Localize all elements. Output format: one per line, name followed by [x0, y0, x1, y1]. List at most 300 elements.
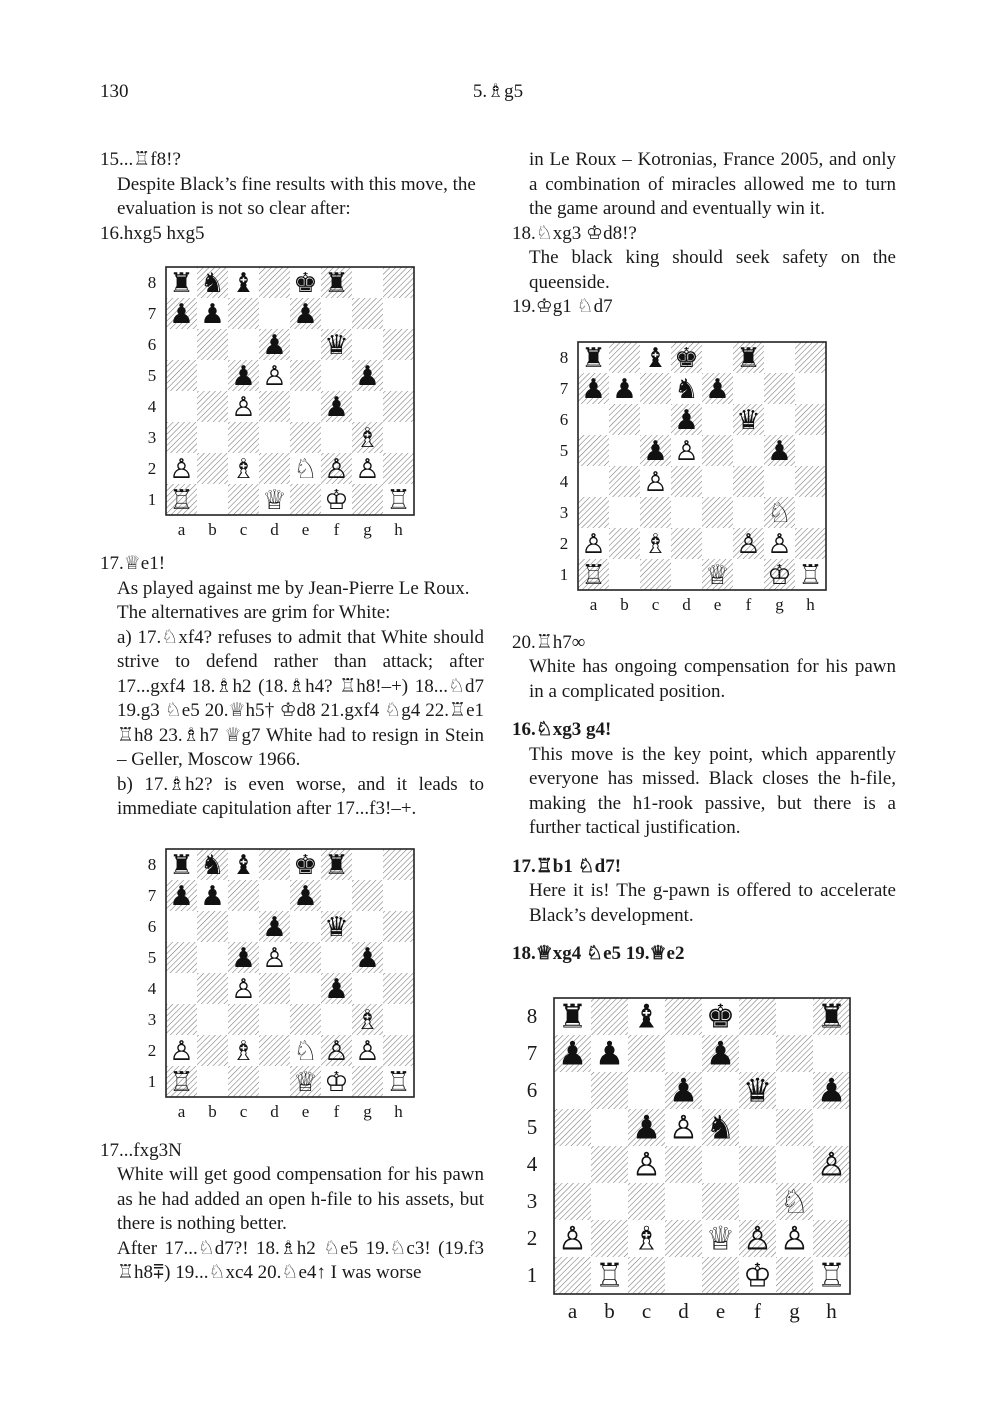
white-king-icon: ♔ — [324, 484, 349, 516]
file-label: a — [177, 1101, 186, 1121]
dark-square — [228, 298, 259, 329]
dark-square — [166, 1004, 197, 1035]
rank-label: 3 — [559, 502, 569, 522]
file-label: e — [301, 1101, 310, 1121]
rank-label: 4 — [559, 471, 569, 491]
rank-label: 6 — [147, 916, 157, 936]
commentary: As played against me by Jean-Pierre Le Roux. The alternatives are grim for White: — [117, 577, 470, 623]
dark-square — [383, 453, 414, 484]
rank-label: 5 — [147, 365, 157, 385]
light-square — [739, 1109, 776, 1146]
light-square — [733, 373, 764, 404]
dark-square — [228, 880, 259, 911]
black-pawn-icon: ♟ — [816, 1071, 847, 1110]
light-square — [290, 329, 321, 360]
board-2-figure — [100, 822, 484, 1139]
light-square — [554, 1072, 591, 1109]
black-pawn-icon: ♟ — [200, 880, 225, 912]
dark-square — [166, 422, 197, 453]
light-square — [352, 391, 383, 422]
file-label: h — [806, 594, 815, 614]
light-square — [795, 435, 826, 466]
dark-square — [578, 435, 609, 466]
black-king-icon: ♚ — [674, 342, 699, 374]
dark-square — [764, 373, 795, 404]
white-king-icon: ♔ — [767, 559, 792, 591]
white-bishop-icon: ♗ — [231, 1035, 256, 1067]
light-square — [352, 973, 383, 1004]
rank-label: 1 — [559, 564, 569, 584]
black-rook-icon: ♜ — [169, 849, 194, 881]
rank-label: 7 — [559, 378, 569, 398]
dark-square — [197, 453, 228, 484]
light-square — [290, 911, 321, 942]
white-pawn-icon: ♙ — [668, 1108, 699, 1147]
dark-square — [591, 998, 628, 1035]
dark-square — [578, 497, 609, 528]
rank-label: 8 — [526, 1003, 538, 1028]
dark-square — [702, 1257, 739, 1294]
black-pawn-icon: ♟ — [594, 1034, 625, 1073]
rank-label: 5 — [147, 947, 157, 967]
white-pawn-icon: ♙ — [736, 528, 761, 560]
white-pawn-icon: ♙ — [631, 1145, 662, 1184]
dark-square — [197, 911, 228, 942]
main-move-heading: 17.♖b1 ♘d7! — [512, 855, 622, 877]
black-pawn-icon: ♟ — [355, 942, 380, 974]
light-square — [733, 559, 764, 590]
light-square — [259, 422, 290, 453]
light-square — [628, 1072, 665, 1109]
rank-label: 2 — [147, 458, 157, 478]
file-label: d — [682, 594, 691, 614]
light-square — [665, 1183, 702, 1220]
rank-label: 3 — [147, 427, 157, 447]
dark-square — [795, 342, 826, 373]
left-column — [100, 148, 484, 1286]
black-queen-icon: ♛ — [324, 329, 349, 361]
dark-square — [383, 1035, 414, 1066]
black-pawn-icon: ♟ — [668, 1071, 699, 1110]
commentary: After 17...♘d7?! 18.♗h2 ♘e5 19.♘c3! (19.f3 ♖h8⩱) 19...♘xc4 20.♘e4↑ I was worse — [117, 1237, 484, 1283]
black-pawn-icon: ♟ — [293, 880, 318, 912]
black-pawn-icon: ♟ — [767, 435, 792, 467]
black-queen-icon: ♛ — [324, 911, 349, 943]
black-king-icon: ♚ — [293, 849, 318, 881]
light-square — [383, 298, 414, 329]
light-square — [776, 1072, 813, 1109]
light-square — [554, 1146, 591, 1183]
white-bishop-icon: ♗ — [631, 1219, 662, 1258]
dark-square — [640, 497, 671, 528]
board-4-figure — [512, 967, 896, 1337]
white-rook-icon: ♖ — [798, 559, 823, 591]
black-bishop-icon: ♝ — [231, 267, 256, 299]
white-knight-icon: ♘ — [293, 453, 318, 485]
white-pawn-icon: ♙ — [231, 973, 256, 1005]
black-pawn-icon: ♟ — [705, 373, 730, 405]
white-pawn-icon: ♙ — [169, 453, 194, 485]
black-pawn-icon: ♟ — [324, 973, 349, 1005]
black-pawn-icon: ♟ — [557, 1034, 588, 1073]
dark-square — [290, 422, 321, 453]
white-pawn-icon: ♙ — [767, 528, 792, 560]
dark-square — [609, 404, 640, 435]
white-queen-icon: ♕ — [262, 484, 287, 516]
black-knight-icon: ♞ — [674, 373, 699, 405]
white-pawn-icon: ♙ — [816, 1145, 847, 1184]
light-square — [665, 1257, 702, 1294]
black-bishop-icon: ♝ — [643, 342, 668, 374]
black-knight-icon: ♞ — [705, 1108, 736, 1147]
dark-square — [795, 466, 826, 497]
rank-label: 7 — [147, 303, 157, 323]
rank-label: 2 — [147, 1040, 157, 1060]
move-line: 20.♖h7∞ — [512, 631, 586, 653]
dark-square — [290, 484, 321, 515]
light-square — [578, 404, 609, 435]
white-knight-icon: ♘ — [779, 1182, 810, 1221]
white-pawn-icon: ♙ — [643, 466, 668, 498]
black-king-icon: ♚ — [705, 997, 736, 1036]
light-square — [166, 391, 197, 422]
chess-board-3 — [512, 320, 896, 631]
white-pawn-icon: ♙ — [169, 1035, 194, 1067]
white-rook-icon: ♖ — [581, 559, 606, 591]
white-pawn-icon: ♙ — [324, 1035, 349, 1067]
file-label: d — [678, 1298, 689, 1323]
black-pawn-icon: ♟ — [643, 435, 668, 467]
main-move-heading: 18.♕xg4 ♘e5 19.♕e2 — [512, 943, 685, 964]
dark-square — [352, 298, 383, 329]
light-square — [321, 422, 352, 453]
move-line: 17.♕e1! — [100, 553, 166, 574]
light-square — [321, 880, 352, 911]
file-label: f — [754, 1298, 761, 1323]
file-label: c — [239, 520, 248, 539]
light-square — [383, 422, 414, 453]
light-square — [733, 497, 764, 528]
dark-square — [609, 528, 640, 559]
file-label: g — [363, 520, 372, 539]
file-label: g — [775, 594, 784, 614]
light-square — [321, 942, 352, 973]
black-pawn-icon: ♟ — [705, 1034, 736, 1073]
dark-square — [665, 1220, 702, 1257]
white-pawn-icon: ♙ — [355, 453, 380, 485]
dark-square — [671, 466, 702, 497]
dark-square — [228, 422, 259, 453]
white-rook-icon: ♖ — [386, 1066, 411, 1098]
black-pawn-icon: ♟ — [200, 298, 225, 330]
light-square — [259, 1066, 290, 1097]
file-label: f — [333, 1101, 340, 1121]
light-square — [383, 360, 414, 391]
dark-square — [591, 1072, 628, 1109]
dark-square — [383, 911, 414, 942]
light-square — [591, 1183, 628, 1220]
dark-square — [290, 942, 321, 973]
white-bishop-icon: ♗ — [643, 528, 668, 560]
commentary: Despite Black’s fine results with this move, the evaluation is not so clear after: — [117, 173, 476, 219]
light-square — [671, 497, 702, 528]
file-label: c — [641, 1298, 652, 1323]
dark-square — [554, 1183, 591, 1220]
dark-square — [813, 1220, 850, 1257]
board-3-figure — [512, 320, 896, 631]
light-square — [197, 1066, 228, 1097]
light-square — [228, 329, 259, 360]
rank-label: 4 — [147, 978, 157, 998]
white-queen-icon: ♕ — [705, 1219, 736, 1258]
black-pawn-icon: ♟ — [324, 391, 349, 423]
light-square — [259, 880, 290, 911]
move-line: 18.♘xg3 ♔d8!? — [512, 222, 637, 244]
black-queen-icon: ♛ — [742, 1071, 773, 1110]
file-label: e — [713, 594, 722, 614]
dark-square — [591, 1220, 628, 1257]
black-rook-icon: ♜ — [557, 997, 588, 1036]
file-label: c — [239, 1101, 248, 1121]
chess-board-4 — [512, 967, 896, 1337]
rank-label: 2 — [559, 533, 569, 553]
dark-square — [776, 1109, 813, 1146]
dark-square — [739, 998, 776, 1035]
light-square — [197, 422, 228, 453]
light-square — [609, 559, 640, 590]
light-square — [640, 404, 671, 435]
white-queen-icon: ♕ — [293, 1066, 318, 1098]
right-column — [512, 148, 896, 1337]
file-label: b — [604, 1298, 615, 1323]
file-label: c — [651, 594, 660, 614]
rank-label: 6 — [526, 1077, 538, 1102]
dark-square — [228, 1004, 259, 1035]
black-pawn-icon: ♟ — [169, 298, 194, 330]
black-rook-icon: ♜ — [736, 342, 761, 374]
white-bishop-icon: ♗ — [355, 1004, 380, 1036]
commentary: This move is the key point, which apparently everyone has missed. Black closes the h-file, making the h1-rook passive, but there is a further tactical justification. — [529, 743, 896, 838]
black-knight-icon: ♞ — [200, 849, 225, 881]
light-square — [383, 942, 414, 973]
dark-square — [776, 1257, 813, 1294]
rank-label: 4 — [147, 396, 157, 416]
light-square — [197, 484, 228, 515]
light-square — [197, 942, 228, 973]
light-square — [776, 1146, 813, 1183]
white-king-icon: ♔ — [742, 1256, 773, 1295]
black-pawn-icon: ♟ — [262, 329, 287, 361]
dark-square — [383, 849, 414, 880]
move-line: 19.♔g1 ♘d7 — [512, 296, 613, 317]
commentary: The black king should seek safety on the queenside. — [529, 247, 896, 293]
move-line: 17...fxg3N — [100, 1139, 182, 1161]
dark-square — [739, 1146, 776, 1183]
running-title: 5.♗g5 — [472, 81, 524, 102]
rank-label: 1 — [526, 1262, 538, 1287]
white-rook-icon: ♖ — [169, 1066, 194, 1098]
light-square — [813, 1035, 850, 1072]
file-label: e — [301, 520, 310, 539]
dark-square — [702, 497, 733, 528]
black-pawn-icon: ♟ — [231, 942, 256, 974]
light-square — [352, 911, 383, 942]
white-pawn-icon: ♙ — [674, 435, 699, 467]
file-label: h — [394, 1101, 403, 1121]
black-rook-icon: ♜ — [324, 849, 349, 881]
light-square — [383, 880, 414, 911]
white-pawn-icon: ♙ — [557, 1219, 588, 1258]
dark-square — [290, 1004, 321, 1035]
commentary: White has ongoing compensation for his pawn in a complicated position. — [529, 656, 896, 702]
move-line: 15...♖f8!? — [100, 149, 181, 170]
dark-square — [795, 528, 826, 559]
dark-square — [665, 998, 702, 1035]
light-square — [290, 973, 321, 1004]
dark-square — [640, 373, 671, 404]
dark-square — [166, 360, 197, 391]
rank-label: 7 — [526, 1040, 538, 1065]
black-knight-icon: ♞ — [200, 267, 225, 299]
black-king-icon: ♚ — [293, 267, 318, 299]
black-pawn-icon: ♟ — [169, 880, 194, 912]
white-bishop-icon: ♗ — [355, 422, 380, 454]
black-bishop-icon: ♝ — [631, 997, 662, 1036]
dark-square — [259, 453, 290, 484]
black-queen-icon: ♛ — [736, 404, 761, 436]
dark-square — [383, 329, 414, 360]
white-pawn-icon: ♙ — [742, 1219, 773, 1258]
light-square — [733, 435, 764, 466]
file-label: e — [715, 1298, 726, 1323]
dark-square — [554, 1109, 591, 1146]
black-rook-icon: ♜ — [581, 342, 606, 374]
rank-label: 1 — [147, 489, 157, 509]
light-square — [259, 298, 290, 329]
black-pawn-icon: ♟ — [674, 404, 699, 436]
rank-label: 2 — [526, 1225, 538, 1250]
file-label: g — [363, 1101, 372, 1121]
rank-label: 3 — [526, 1188, 538, 1213]
light-square — [321, 360, 352, 391]
dark-square — [259, 849, 290, 880]
light-square — [739, 1183, 776, 1220]
dark-square — [383, 267, 414, 298]
dark-square — [554, 1257, 591, 1294]
rank-label: 5 — [526, 1114, 538, 1139]
black-pawn-icon: ♟ — [631, 1108, 662, 1147]
chess-board-1 — [100, 246, 484, 552]
dark-square — [776, 1035, 813, 1072]
white-pawn-icon: ♙ — [262, 360, 287, 392]
black-pawn-icon: ♟ — [581, 373, 606, 405]
light-square — [665, 1035, 702, 1072]
light-square — [321, 298, 352, 329]
file-label: b — [208, 520, 217, 539]
white-rook-icon: ♖ — [594, 1256, 625, 1295]
light-square — [813, 1109, 850, 1146]
page-header — [100, 80, 896, 110]
white-rook-icon: ♖ — [816, 1256, 847, 1295]
dark-square — [628, 1035, 665, 1072]
dark-square — [733, 466, 764, 497]
black-pawn-icon: ♟ — [355, 360, 380, 392]
file-label: g — [789, 1298, 800, 1323]
dark-square — [290, 360, 321, 391]
light-square — [259, 1004, 290, 1035]
dark-square — [259, 973, 290, 1004]
light-square — [764, 404, 795, 435]
rank-label: 8 — [147, 854, 157, 874]
black-pawn-icon: ♟ — [293, 298, 318, 330]
light-square — [197, 360, 228, 391]
light-square — [578, 466, 609, 497]
dark-square — [166, 942, 197, 973]
dark-square — [702, 435, 733, 466]
light-square — [702, 528, 733, 559]
dark-square — [628, 1183, 665, 1220]
dark-square — [628, 1257, 665, 1294]
light-square — [321, 1004, 352, 1035]
dark-square — [702, 1183, 739, 1220]
rank-label: 3 — [147, 1009, 157, 1029]
light-square — [166, 329, 197, 360]
light-square — [383, 1004, 414, 1035]
white-rook-icon: ♖ — [386, 484, 411, 516]
rank-label: 6 — [147, 334, 157, 354]
dark-square — [591, 1146, 628, 1183]
dark-square — [228, 484, 259, 515]
light-square — [352, 329, 383, 360]
board-1-figure — [100, 246, 484, 552]
dark-square — [383, 973, 414, 1004]
light-square — [795, 373, 826, 404]
white-king-icon: ♔ — [324, 1066, 349, 1098]
file-label: a — [177, 520, 186, 539]
dark-square — [197, 391, 228, 422]
main-move-heading: 16.♘xg3 g4! — [512, 719, 612, 740]
light-square — [702, 342, 733, 373]
file-label: a — [589, 594, 598, 614]
black-pawn-icon: ♟ — [231, 360, 256, 392]
dark-square — [352, 880, 383, 911]
white-pawn-icon: ♙ — [262, 942, 287, 974]
white-knight-icon: ♘ — [293, 1035, 318, 1067]
white-pawn-icon: ♙ — [231, 391, 256, 423]
light-square — [609, 435, 640, 466]
white-bishop-icon: ♗ — [231, 453, 256, 485]
dark-square — [609, 342, 640, 373]
light-square — [290, 391, 321, 422]
dark-square — [197, 1035, 228, 1066]
white-pawn-icon: ♙ — [581, 528, 606, 560]
light-square — [702, 404, 733, 435]
move-line: 16.hxg5 hxg5 — [100, 222, 205, 244]
white-queen-icon: ♕ — [705, 559, 730, 591]
light-square — [166, 973, 197, 1004]
chess-board-2 — [100, 822, 484, 1139]
dark-square — [259, 1035, 290, 1066]
dark-square — [609, 466, 640, 497]
file-label: f — [745, 594, 752, 614]
light-square — [813, 1183, 850, 1220]
file-label: h — [394, 520, 403, 539]
black-rook-icon: ♜ — [324, 267, 349, 299]
file-label: b — [208, 1101, 217, 1121]
dark-square — [259, 267, 290, 298]
dark-square — [795, 404, 826, 435]
dark-square — [228, 1066, 259, 1097]
